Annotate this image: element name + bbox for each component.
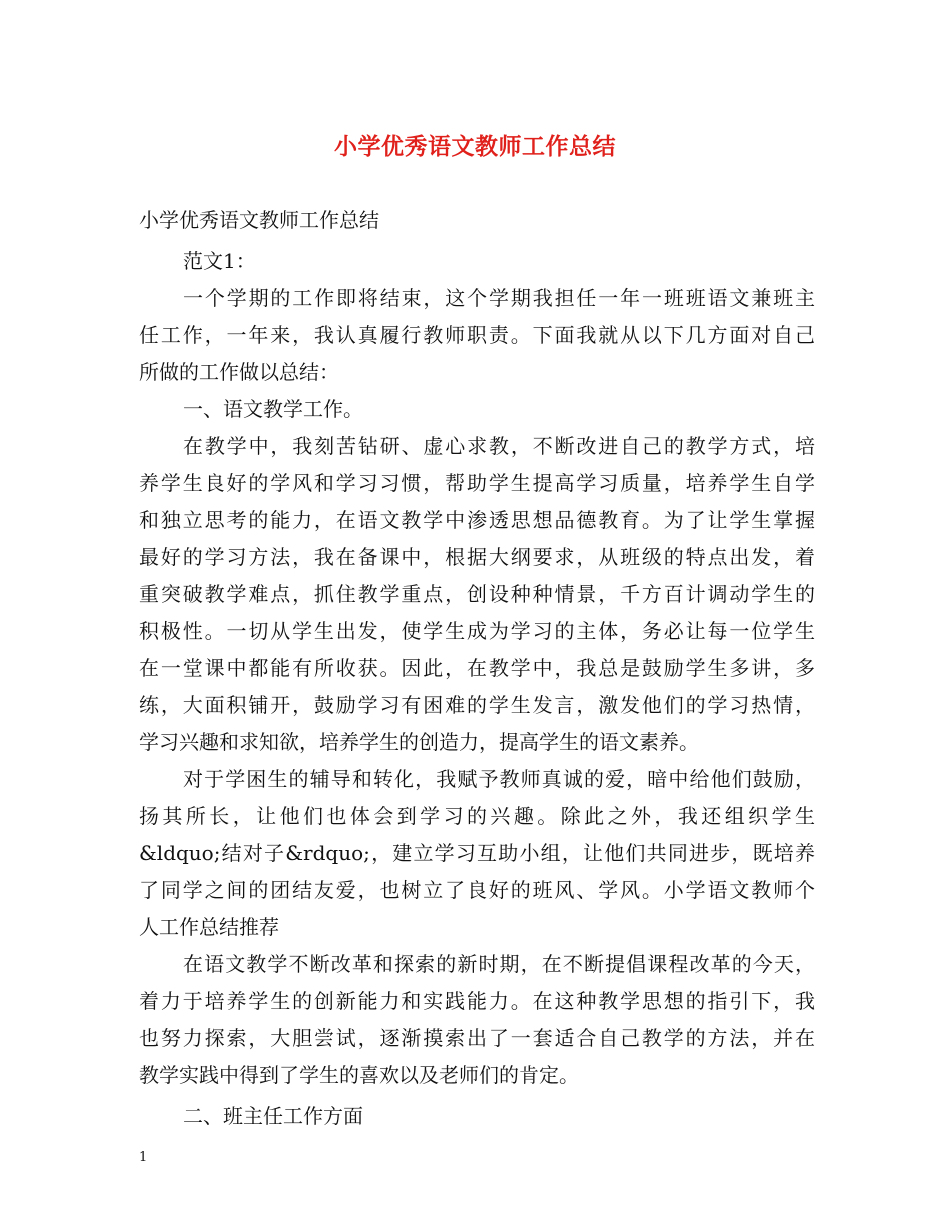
text-line: 最好的学习方法，我在备课中，根据大纲要求，从班级的特点出发，着 bbox=[139, 545, 815, 569]
text-line: 在一堂课中都能有所收获。因此，在教学中，我总是鼓励学生多讲，多 bbox=[139, 656, 815, 680]
subtitle-line: 小学优秀语文教师工作总结 bbox=[139, 208, 379, 232]
text-line: 重突破教学难点，抓住教学重点，创设种种情景，千方百计调动学生的 bbox=[139, 582, 815, 606]
text-line: 学习兴趣和求知欲，培养学生的创造力，提高学生的语文素养。 bbox=[139, 730, 699, 754]
document-body bbox=[139, 202, 815, 1135]
text-line: 积极性。一切从学生出发，使学生成为学习的主体，务必让每一位学生 bbox=[139, 619, 815, 643]
document-title: 小学优秀语文教师工作总结 bbox=[334, 133, 616, 160]
text-line: 扬其所长，让他们也体会到学习的兴趣。除此之外，我还组织学生 bbox=[139, 804, 815, 828]
text-line: 也努力探索，大胆尝试，逐渐摸索出了一套适合自己教学的方法，并在 bbox=[139, 1026, 815, 1050]
text-line: 对于学困生的辅导和转化，我赋予教师真诚的爱，暗中给他们鼓励， bbox=[183, 767, 815, 791]
text-line: 在语文教学不断改革和探索的新时期，在不断提倡课程改革的今天， bbox=[183, 952, 815, 976]
text-line: 在教学中，我刻苦钻研、虚心求教，不断改进自己的教学方式，培 bbox=[183, 434, 815, 458]
sample-label-line: 范文1： bbox=[183, 249, 256, 273]
section-heading-line: 二、班主任工作方面 bbox=[183, 1104, 363, 1128]
text-line: &ldquo;结对子&rdquo;，建立学习互助小组，让他们共同进步，既培养 bbox=[139, 841, 815, 865]
text-line: 教学实践中得到了学生的喜欢以及老师们的肯定。 bbox=[139, 1063, 579, 1087]
text-line: 人工作总结推荐 bbox=[139, 915, 279, 939]
section-heading-line: 一、语文教学工作。 bbox=[183, 397, 363, 421]
text-line: 所做的工作做以总结： bbox=[139, 360, 339, 384]
text-line: 养学生良好的学风和学习习惯，帮助学生提高学习质量，培养学生自学 bbox=[139, 471, 815, 495]
page-number: 1 bbox=[139, 1150, 148, 1165]
text-line: 和独立思考的能力，在语文教学中渗透思想品德教育。为了让学生掌握 bbox=[139, 508, 815, 532]
text-line: 着力于培养学生的创新能力和实践能力。在这种教学思想的指引下，我 bbox=[139, 989, 815, 1013]
text-line: 练，大面积铺开，鼓励学习有困难的学生发言，激发他们的学习热情， bbox=[139, 693, 815, 717]
text-line: 任工作，一年来，我认真履行教师职责。下面我就从以下几方面对自己 bbox=[139, 323, 815, 347]
text-line: 了同学之间的团结友爱，也树立了良好的班风、学风。小学语文教师个 bbox=[139, 878, 815, 902]
text-line: 一个学期的工作即将结束，这个学期我担任一年一班班语文兼班主 bbox=[183, 286, 815, 310]
